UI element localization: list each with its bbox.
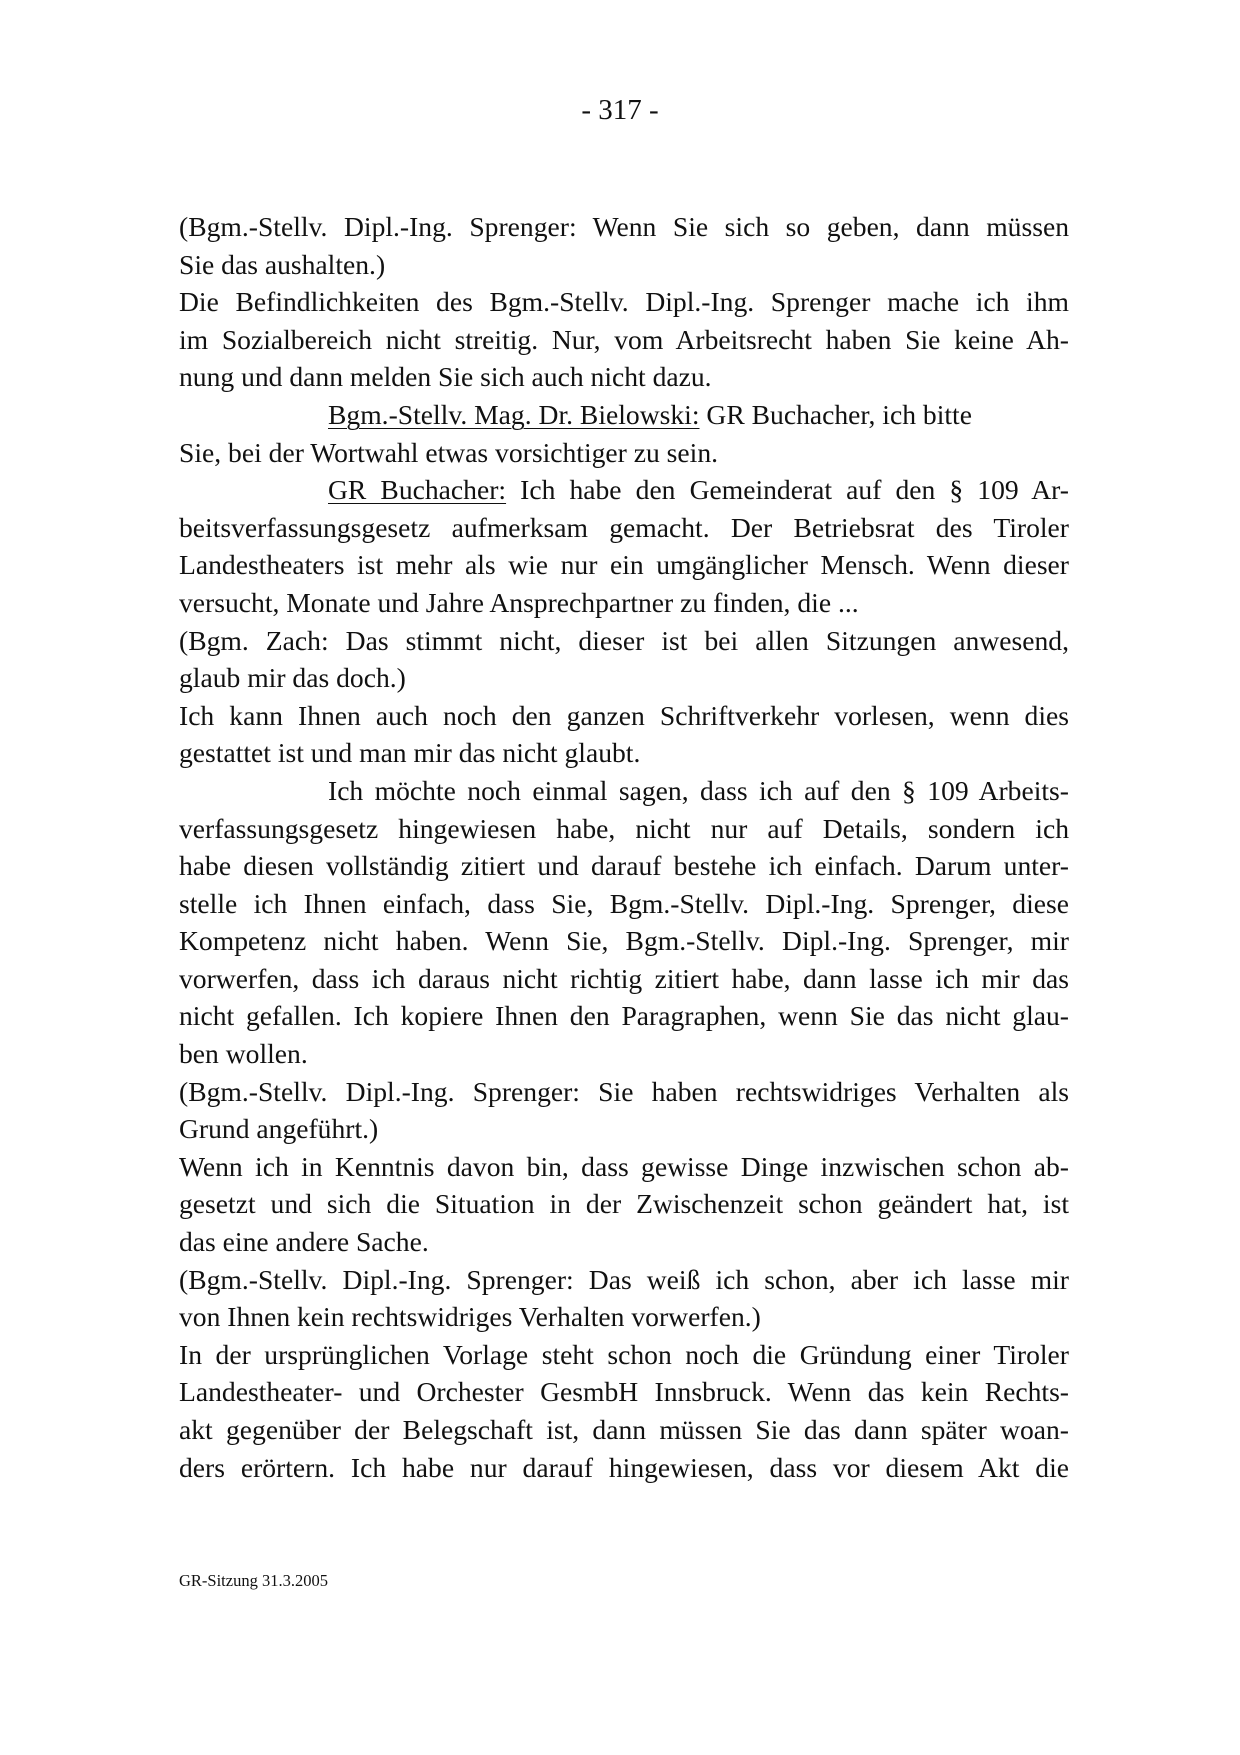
text-line: Sie das aushalten.) [179, 248, 386, 280]
text-line: nung und dann melden Sie sich auch nicht dazu. [179, 361, 712, 393]
speaker-name: GR Buchacher: [328, 474, 507, 506]
footer-session-date: GR-Sitzung 31.3.2005 [179, 1571, 328, 1590]
text-line: (Bgm.-Stellv. Dipl.-Ing. Sprenger: Sie haben rechtswidriges Verhalten als [179, 1075, 1069, 1107]
text-line: stelle ich Ihnen einfach, dass Sie, Bgm.-Stellv. Dipl.-Ing. Sprenger, diese [179, 887, 1069, 919]
text-line: (Bgm.-Stellv. Dipl.-Ing. Sprenger: Das weiß ich schon, aber ich lasse mir [179, 1263, 1069, 1295]
text-line: akt gegenüber der Belegschaft ist, dann müssen Sie das dann später woan- [179, 1414, 1069, 1445]
text-line: In der ursprünglichen Vorlage steht schon noch die Gründung einer Tiroler [179, 1338, 1069, 1370]
text-line: Landestheater- und Orchester GesmbH Innsbruck. Wenn das kein Rechts- [179, 1376, 1069, 1408]
text-line: im Sozialbereich nicht streitig. Nur, vom Arbeitsrecht haben Sie keine Ah- [179, 323, 1069, 355]
text-line: gesetzt und sich die Situation in der Zwischenzeit schon geändert hat, ist [179, 1188, 1069, 1220]
transcript-body [179, 208, 1069, 1486]
text-line: Sie, bei der Wortwahl etwas vorsichtiger zu sein. [179, 436, 719, 468]
speaker-line [179, 471, 1069, 509]
text-line: gestattet ist und man mir das nicht glaubt. [179, 737, 641, 769]
text-line: das eine andere Sache. [179, 1226, 429, 1258]
text-line: nicht gefallen. Ich kopiere Ihnen den Paragraphen, wenn Sie das nicht glau- [179, 1000, 1069, 1032]
text-line: verfassungsgesetz hingewiesen habe, nicht nur auf Details, sondern ich [179, 812, 1069, 844]
page-number: - 317 - [581, 94, 659, 126]
text-line: Ich kann Ihnen auch noch den ganzen Schriftverkehr vorlesen, wenn dies [179, 699, 1069, 731]
text-line: Wenn ich in Kenntnis davon bin, dass gewisse Dinge inzwischen schon ab- [179, 1150, 1069, 1182]
text-line: von Ihnen kein rechtswidriges Verhalten vorwerfen.) [179, 1301, 761, 1333]
text-line: Ich möchte noch einmal sagen, dass ich auf den § 109 Arbeits- [328, 774, 1069, 806]
text-line: Die Befindlichkeiten des Bgm.-Stellv. Dipl.-Ing. Sprenger mache ich ihm [179, 286, 1069, 318]
text-line: ben wollen. [179, 1038, 308, 1070]
text-line: vorwerfen, dass ich daraus nicht richtig zitiert habe, dann lasse ich mir das [179, 962, 1069, 994]
text-line: Kompetenz nicht haben. Wenn Sie, Bgm.-Stellv. Dipl.-Ing. Sprenger, mir [179, 925, 1069, 957]
text-line: glaub mir das doch.) [179, 662, 406, 694]
text-line: beitsverfassungsgesetz aufmerksam gemacht. Der Betriebsrat des Tiroler [179, 511, 1069, 543]
text-line: (Bgm. Zach: Das stimmt nicht, dieser ist bei allen Sitzungen anwesend, [179, 624, 1069, 656]
text-line: habe diesen vollständig zitiert und darauf bestehe ich einfach. Darum unter- [179, 850, 1069, 882]
text-line: Grund angeführt.) [179, 1113, 379, 1145]
speaker-name: Bgm.-Stellv. Mag. Dr. Bielowski: [328, 398, 700, 430]
text-line: (Bgm.-Stellv. Dipl.-Ing. Sprenger: Wenn Sie sich so geben, dann müssen [179, 211, 1069, 242]
speaker-text: Ich habe den Gemeinderat auf den § 109 Ar- [506, 474, 1069, 506]
text-line: versucht, Monate und Jahre Ansprechpartner zu finden, die ... [179, 586, 859, 618]
speaker-line [179, 396, 1069, 434]
speaker-text: GR Buchacher, ich bitte [699, 398, 972, 430]
text-line: Landestheaters ist mehr als wie nur ein umgänglicher Mensch. Wenn dieser [179, 549, 1069, 581]
text-line: ders erörtern. Ich habe nur darauf hingewiesen, dass vor diesem Akt die [179, 1451, 1069, 1483]
